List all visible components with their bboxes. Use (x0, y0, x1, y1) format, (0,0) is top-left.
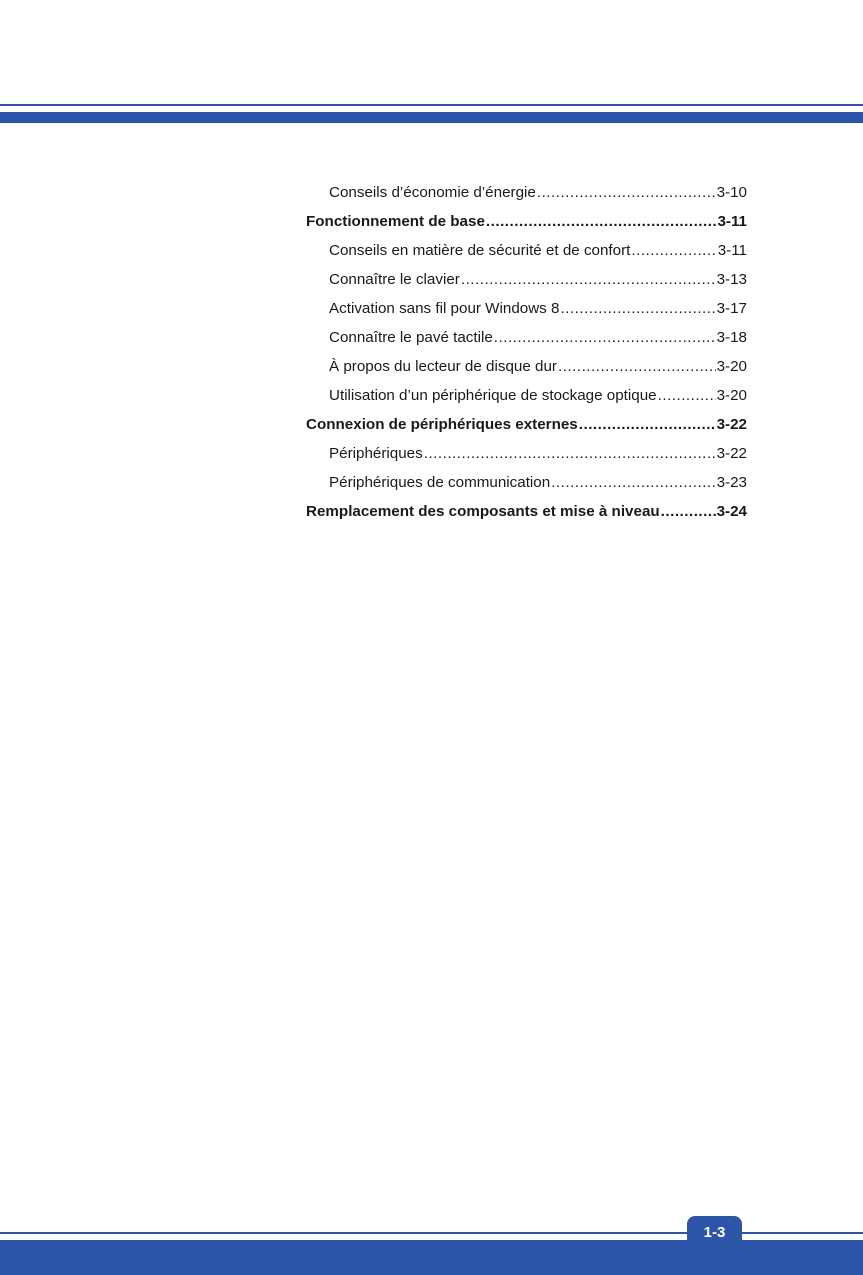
dot-leader (461, 265, 716, 294)
toc-entry-optical-storage[interactable] (306, 381, 747, 410)
toc-section-title: Fonctionnement de base (306, 213, 485, 230)
toc-section-title: Connexion de périphériques externes (306, 416, 578, 433)
toc-entry-title: Périphériques de communication (329, 474, 551, 491)
toc-entry-communication-devices[interactable] (306, 468, 747, 497)
toc-entry-page: 3-10 (716, 184, 747, 201)
toc-entry-title: Connaître le clavier (329, 271, 460, 288)
toc-entry-page: 3-13 (716, 271, 747, 288)
toc-entry-page: 3-18 (716, 329, 747, 346)
toc-entry-safety-comfort-tips[interactable] (306, 236, 747, 265)
dot-leader (551, 468, 715, 497)
toc-section-page: 3-11 (717, 213, 747, 230)
toc-section-basic-operation[interactable] (306, 207, 747, 236)
toc-entry-title: À propos du lecteur de disque dur (329, 358, 557, 375)
toc-entry-title: Activation sans fil pour Windows 8 (329, 300, 560, 317)
dot-leader (494, 323, 716, 352)
dot-leader (537, 178, 716, 207)
toc-section-title: Remplacement des composants et mise à niveau (306, 503, 660, 520)
toc-entry-page: 3-22 (716, 445, 747, 462)
page-number-tab (687, 1216, 742, 1250)
dot-leader (486, 207, 717, 236)
toc-section-component-upgrade[interactable] (306, 497, 747, 526)
toc-entry-title: Utilisation d’un périphérique de stockage optique (329, 387, 657, 404)
table-of-contents (306, 178, 747, 526)
dot-leader (579, 410, 716, 439)
toc-entry-page: 3-20 (716, 387, 747, 404)
toc-entry-page: 3-23 (716, 474, 747, 491)
toc-entry-hard-disk-drive[interactable] (306, 352, 747, 381)
dot-leader (631, 236, 716, 265)
page-number: 1-3 (703, 1224, 726, 1241)
toc-section-external-devices[interactable] (306, 410, 747, 439)
toc-entry-peripherals[interactable] (306, 439, 747, 468)
toc-entry-energy-saving-tips[interactable] (306, 178, 747, 207)
dot-leader (658, 381, 716, 410)
toc-entry-title: Périphériques (329, 445, 423, 462)
toc-entry-title: Connaître le pavé tactile (329, 329, 493, 346)
dot-leader (558, 352, 716, 381)
dot-leader (560, 294, 715, 323)
header-rule-thin (0, 104, 863, 106)
toc-entry-title: Conseils en matière de sécurité et de confort (329, 242, 631, 259)
dot-leader (424, 439, 716, 468)
toc-entry-page: 3-20 (716, 358, 747, 375)
toc-entry-wireless-windows8[interactable] (306, 294, 747, 323)
toc-entry-title: Conseils d’économie d’énergie (329, 184, 536, 201)
toc-section-page: 3-24 (716, 503, 747, 520)
toc-section-page: 3-22 (716, 416, 747, 433)
toc-entry-touchpad[interactable] (306, 323, 747, 352)
toc-entry-keyboard[interactable] (306, 265, 747, 294)
toc-entry-page: 3-17 (716, 300, 747, 317)
dot-leader (661, 497, 716, 526)
header-band (0, 112, 863, 123)
toc-entry-page: 3-11 (717, 242, 747, 259)
